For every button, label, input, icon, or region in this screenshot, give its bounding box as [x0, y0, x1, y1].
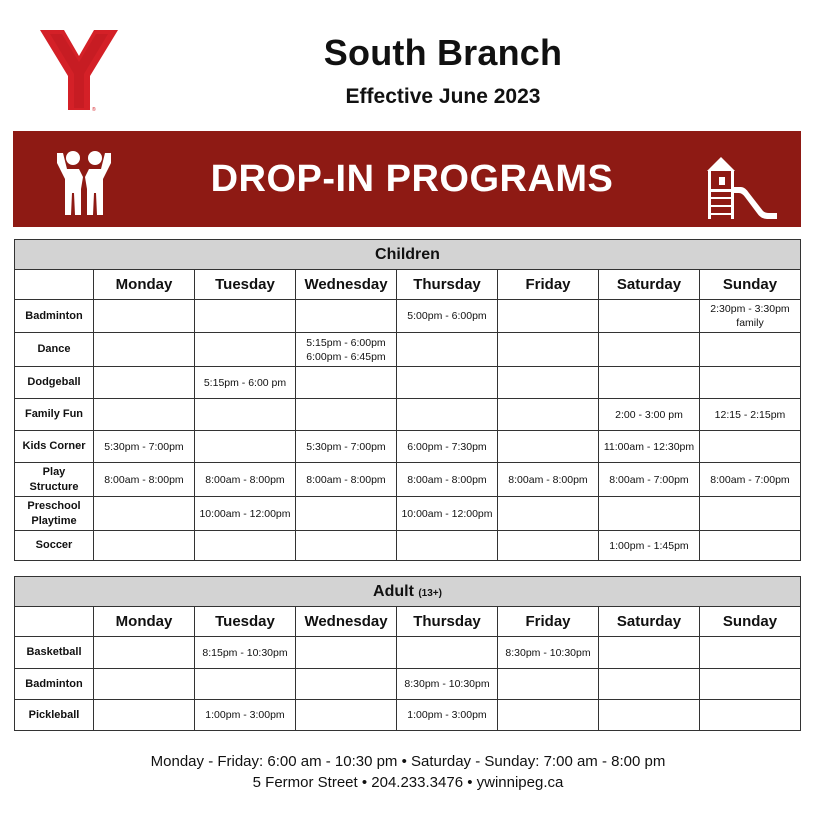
- time-cell-monday: [94, 300, 195, 333]
- time-text: 12:15 - 2:15pm: [714, 408, 786, 421]
- time-cell-monday: [94, 700, 195, 731]
- program-name-line: Playtime: [31, 514, 77, 527]
- time-text: 8:00am - 8:00pm: [306, 473, 386, 486]
- time-cell-thursday: [397, 531, 498, 561]
- time-cell-tuesday: [195, 637, 296, 669]
- day-header-sunday: Sunday: [700, 607, 801, 637]
- table-row: [15, 637, 801, 669]
- time-text: 5:00pm - 6:00pm: [407, 310, 487, 322]
- time-text: 1:00pm - 3:00pm: [205, 709, 285, 721]
- time-cell-sunday: [700, 333, 801, 367]
- program-name-cell: [15, 333, 94, 367]
- day-header-monday: Monday: [94, 270, 195, 300]
- time-text: 8:00am - 8:00pm: [407, 473, 487, 486]
- time-cell-tuesday: [195, 700, 296, 731]
- time-cell-wednesday: [296, 431, 397, 463]
- time-text: 1:00pm - 1:45pm: [609, 539, 689, 552]
- time-cell-sunday: [700, 531, 801, 561]
- time-text: 1:00pm - 3:00pm: [407, 709, 487, 721]
- time-text: 8:30pm - 10:30pm: [505, 646, 591, 659]
- time-cell-friday: [498, 531, 599, 561]
- program-name-line: Play: [42, 465, 66, 478]
- time-cell-saturday: [599, 463, 700, 497]
- program-name-line: Kids Corner: [22, 440, 86, 452]
- time-text: 8:00am - 8:00pm: [508, 473, 588, 486]
- time-cell-wednesday: [296, 531, 397, 561]
- time-cell-wednesday: [296, 367, 397, 399]
- footer-contact: 5 Fermor Street • 204.233.3476 • ywinnipeg.ca: [252, 774, 564, 791]
- section-note: (13+): [418, 587, 442, 599]
- time-text: 8:30pm - 10:30pm: [404, 678, 490, 690]
- program-name-cell: [15, 300, 94, 333]
- time-cell-wednesday: [296, 497, 397, 531]
- children-day-header-row: [15, 270, 801, 300]
- time-cell-friday: [498, 463, 599, 497]
- time-cell-friday: [498, 367, 599, 399]
- day-header-thursday: Thursday: [397, 270, 498, 300]
- day-header-sunday: Sunday: [700, 270, 801, 300]
- time-cell-saturday: [599, 669, 700, 700]
- time-text: 8:00am - 7:00pm: [609, 473, 689, 486]
- time-cell-saturday: [599, 497, 700, 531]
- time-text: 10:00am - 12:00pm: [199, 507, 291, 520]
- time-cell-saturday: [599, 399, 700, 431]
- table-row: [15, 669, 801, 700]
- program-name-line: Badminton: [25, 677, 83, 690]
- svg-text:®: ®: [92, 107, 96, 112]
- time-text: 8:15pm - 10:30pm: [202, 646, 288, 659]
- program-name-line: Soccer: [35, 539, 73, 551]
- time-cell-saturday: [599, 300, 700, 333]
- time-cell-friday: [498, 637, 599, 669]
- time-cell-sunday: [700, 367, 801, 399]
- time-cell-thursday: [397, 367, 498, 399]
- section-title-text: Children: [375, 245, 440, 263]
- time-cell-wednesday: [296, 463, 397, 497]
- program-name-cell: [15, 463, 94, 497]
- time-cell-tuesday: [195, 300, 296, 333]
- time-cell-wednesday: [296, 399, 397, 431]
- time-cell-tuesday: [195, 399, 296, 431]
- adult-schedule-table: [14, 576, 801, 731]
- time-cell-thursday: [397, 333, 498, 367]
- time-cell-thursday: [397, 399, 498, 431]
- program-name-line: Structure: [29, 480, 79, 493]
- table-row: [15, 367, 801, 399]
- day-header-wednesday: Wednesday: [296, 607, 397, 637]
- adult-section-title: [15, 577, 801, 607]
- time-cell-monday: [94, 531, 195, 561]
- time-text: 2:30pm - 3:30pm: [710, 303, 790, 315]
- time-cell-saturday: [599, 367, 700, 399]
- program-name-cell: [15, 531, 94, 561]
- time-text: 10:00am - 12:00pm: [401, 507, 493, 520]
- time-cell-thursday: [397, 463, 498, 497]
- time-cell-thursday: [397, 431, 498, 463]
- time-cell-thursday: [397, 700, 498, 731]
- time-text: 11:00am - 12:30pm: [603, 440, 695, 453]
- time-cell-saturday: [599, 637, 700, 669]
- time-cell-tuesday: [195, 431, 296, 463]
- program-name-line: Pickleball: [28, 708, 80, 721]
- time-cell-thursday: [397, 497, 498, 531]
- time-cell-sunday: [700, 399, 801, 431]
- program-name-cell: [15, 399, 94, 431]
- children-section-title: [15, 240, 801, 270]
- time-text: 6:00pm - 7:30pm: [407, 440, 487, 453]
- time-cell-sunday: [700, 431, 801, 463]
- time-cell-wednesday: [296, 700, 397, 731]
- program-name-cell: [15, 700, 94, 731]
- time-cell-sunday: [700, 300, 801, 333]
- time-cell-monday: [94, 669, 195, 700]
- time-cell-tuesday: [195, 333, 296, 367]
- page-subtitle: Effective June 2023: [345, 85, 541, 108]
- time-cell-monday: [94, 637, 195, 669]
- time-cell-monday: [94, 333, 195, 367]
- program-name-line: Basketball: [26, 646, 82, 658]
- day-header-friday: Friday: [498, 607, 599, 637]
- table-row: [15, 431, 801, 463]
- time-cell-tuesday: [195, 497, 296, 531]
- time-cell-wednesday: [296, 669, 397, 700]
- table-row: [15, 497, 801, 531]
- program-name-line: Dodgeball: [27, 376, 81, 388]
- time-cell-tuesday: [195, 669, 296, 700]
- program-name-cell: [15, 431, 94, 463]
- program-name-cell: [15, 497, 94, 531]
- table-row: [15, 463, 801, 497]
- section-title-text: Adult: [373, 582, 414, 600]
- time-cell-monday: [94, 497, 195, 531]
- time-cell-monday: [94, 367, 195, 399]
- children-schedule-table: [14, 239, 801, 561]
- drop-in-banner: [13, 131, 801, 227]
- time-text: 8:00am - 8:00pm: [104, 473, 184, 486]
- time-cell-wednesday: [296, 333, 397, 367]
- day-header-wednesday: Wednesday: [296, 270, 397, 300]
- program-name-line: Dance: [37, 343, 71, 355]
- corner-cell: [15, 607, 94, 637]
- time-cell-friday: [498, 497, 599, 531]
- program-name-line: Badminton: [25, 309, 83, 322]
- time-text: 5:30pm - 7:00pm: [306, 440, 386, 453]
- table-row: [15, 300, 801, 333]
- time-text: 5:15pm - 6:00 pm: [203, 376, 287, 389]
- time-cell-sunday: [700, 669, 801, 700]
- day-header-tuesday: Tuesday: [195, 607, 296, 637]
- time-cell-friday: [498, 669, 599, 700]
- day-header-thursday: Thursday: [397, 607, 498, 637]
- time-cell-sunday: [700, 700, 801, 731]
- time-text: family: [736, 317, 764, 329]
- time-text: 5:30pm - 7:00pm: [104, 440, 184, 453]
- table-row: [15, 700, 801, 731]
- time-cell-monday: [94, 399, 195, 431]
- playground-icon: [703, 153, 779, 221]
- program-name-line: Family Fun: [24, 408, 84, 420]
- time-cell-thursday: [397, 637, 498, 669]
- program-name-cell: [15, 637, 94, 669]
- time-cell-tuesday: [195, 463, 296, 497]
- time-cell-sunday: [700, 637, 801, 669]
- footer-hours: Monday - Friday: 6:00 am - 10:30 pm • Saturday - Sunday: 7:00 am - 8:00 pm: [150, 753, 666, 770]
- time-text: 5:15pm - 6:00pm: [306, 336, 386, 349]
- time-cell-friday: [498, 300, 599, 333]
- time-text: 8:00am - 8:00pm: [205, 473, 285, 486]
- time-text: 8:00am - 7:00pm: [710, 473, 790, 486]
- table-row: [15, 531, 801, 561]
- time-cell-tuesday: [195, 367, 296, 399]
- time-cell-saturday: [599, 531, 700, 561]
- adult-day-header-row: [15, 607, 801, 637]
- time-cell-monday: [94, 431, 195, 463]
- corner-cell: [15, 270, 94, 300]
- time-cell-wednesday: [296, 637, 397, 669]
- children-section-header-row: [15, 240, 801, 270]
- time-cell-thursday: [397, 300, 498, 333]
- program-name-line: Preschool: [27, 499, 81, 512]
- time-text: 6:00pm - 6:45pm: [306, 350, 386, 363]
- time-cell-friday: [498, 333, 599, 367]
- time-cell-thursday: [397, 669, 498, 700]
- time-cell-tuesday: [195, 531, 296, 561]
- program-name-cell: [15, 367, 94, 399]
- page-title: South Branch: [323, 32, 563, 73]
- day-header-friday: Friday: [498, 270, 599, 300]
- time-text: 2:00 - 3:00 pm: [615, 408, 683, 421]
- banner-title: DROP-IN PROGRAMS: [210, 157, 614, 200]
- time-cell-friday: [498, 399, 599, 431]
- time-cell-wednesday: [296, 300, 397, 333]
- time-cell-friday: [498, 431, 599, 463]
- table-row: [15, 333, 801, 367]
- day-header-saturday: Saturday: [599, 270, 700, 300]
- day-header-monday: Monday: [94, 607, 195, 637]
- day-header-tuesday: Tuesday: [195, 270, 296, 300]
- time-cell-saturday: [599, 333, 700, 367]
- ymca-y-logo: [40, 30, 118, 112]
- time-cell-sunday: [700, 463, 801, 497]
- adult-section-header-row: [15, 577, 801, 607]
- day-header-saturday: Saturday: [599, 607, 700, 637]
- time-cell-saturday: [599, 700, 700, 731]
- time-cell-saturday: [599, 431, 700, 463]
- table-row: [15, 399, 801, 431]
- time-cell-friday: [498, 700, 599, 731]
- time-cell-sunday: [700, 497, 801, 531]
- time-cell-monday: [94, 463, 195, 497]
- program-name-cell: [15, 669, 94, 700]
